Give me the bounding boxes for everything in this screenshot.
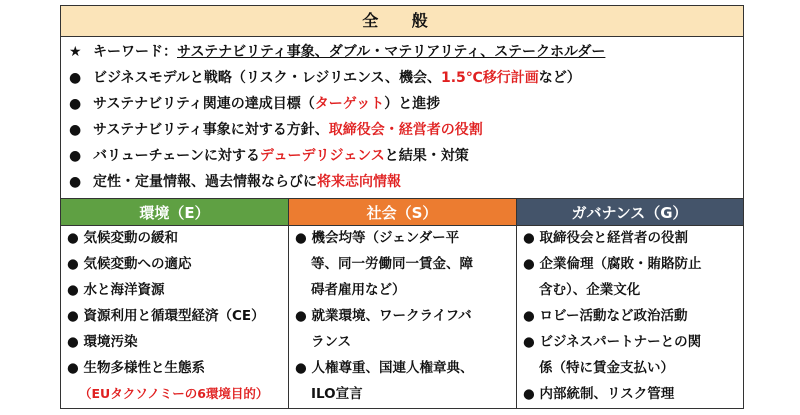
- keywords: サステナビリティ事象、ダブル・マテリアリティ、ステークホルダー: [177, 44, 606, 60]
- general-row: ● 定性・定量情報、過去情報ならびに将来志向情報: [69, 169, 401, 195]
- social-header: 社会（S）: [288, 198, 516, 226]
- general-header: 全 般: [61, 6, 743, 37]
- list-item: ● 就業環境、ワークライフバ: [295, 308, 472, 324]
- taxonomy-note: （EUタクソノミーの6環境目的）: [79, 386, 269, 401]
- list-item: ● 機会均等（ジェンダー平: [295, 230, 460, 246]
- list-item: ● ロビー活動など政治活動: [523, 308, 688, 324]
- general-row: ● バリューチェーンに対するデューデリジェンスと結果・対策: [69, 143, 469, 169]
- list-item-continued: ランス: [311, 334, 352, 350]
- star-icon: ★: [69, 44, 82, 60]
- list-item: ● 気候変動への適応: [67, 256, 192, 272]
- list-item: ● ビジネスパートナーとの関: [523, 334, 702, 350]
- list-item-continued: 係（特に賃金支払い）: [539, 360, 674, 376]
- list-item: ● 人権尊重、国連人権章典、: [295, 360, 474, 376]
- bullet-icon: ●: [69, 96, 82, 112]
- list-item: ● 水と海洋資源: [67, 282, 165, 298]
- list-item-continued: ILO宣言: [311, 386, 363, 402]
- environment-header: 環境（E）: [61, 198, 288, 226]
- governance-header: ガバナンス（G）: [516, 198, 743, 226]
- bullet-icon: ●: [69, 148, 82, 164]
- general-row: ★ キーワード：サステナビリティ事象、ダブル・マテリアリティ、ステークホルダー: [69, 39, 605, 65]
- bullet-icon: ●: [69, 122, 82, 138]
- list-item: ● 気候変動の緩和: [67, 230, 178, 246]
- general-row: ● サステナビリティ事象に対する方針、取締役会・経営者の役割: [69, 117, 483, 143]
- general-row: ● サステナビリティ関連の達成目標（ターゲット）と進捗: [69, 91, 440, 117]
- list-item: ● 企業倫理（腐敗・賄賂防止: [523, 256, 702, 272]
- list-item: ● 生物多様性と生態系: [67, 360, 205, 376]
- list-item-continued: 碍者雇用など）: [311, 282, 406, 298]
- list-item: ● 取締役会と経営者の役割: [523, 230, 688, 246]
- list-item-continued: 等、同一労働同一賃金、障: [311, 256, 473, 272]
- social-column: [289, 226, 515, 408]
- esg-table: [60, 5, 744, 409]
- general-row: ● ビジネスモデルと戦略（リスク・レジリエンス、機会、1.5℃移行計画など）: [69, 65, 581, 91]
- governance-column: [517, 226, 743, 408]
- list-item: ● 環境汚染: [67, 334, 138, 350]
- bullet-icon: ●: [69, 174, 82, 190]
- list-item: ● 資源利用と循環型経済（CE）: [67, 308, 265, 324]
- list-item: ● 内部統制、リスク管理: [523, 386, 675, 402]
- general-section: [61, 37, 743, 198]
- bullet-icon: ●: [69, 70, 82, 86]
- environment-column: [61, 226, 288, 408]
- list-item-continued: 含む）、企業文化: [539, 282, 641, 298]
